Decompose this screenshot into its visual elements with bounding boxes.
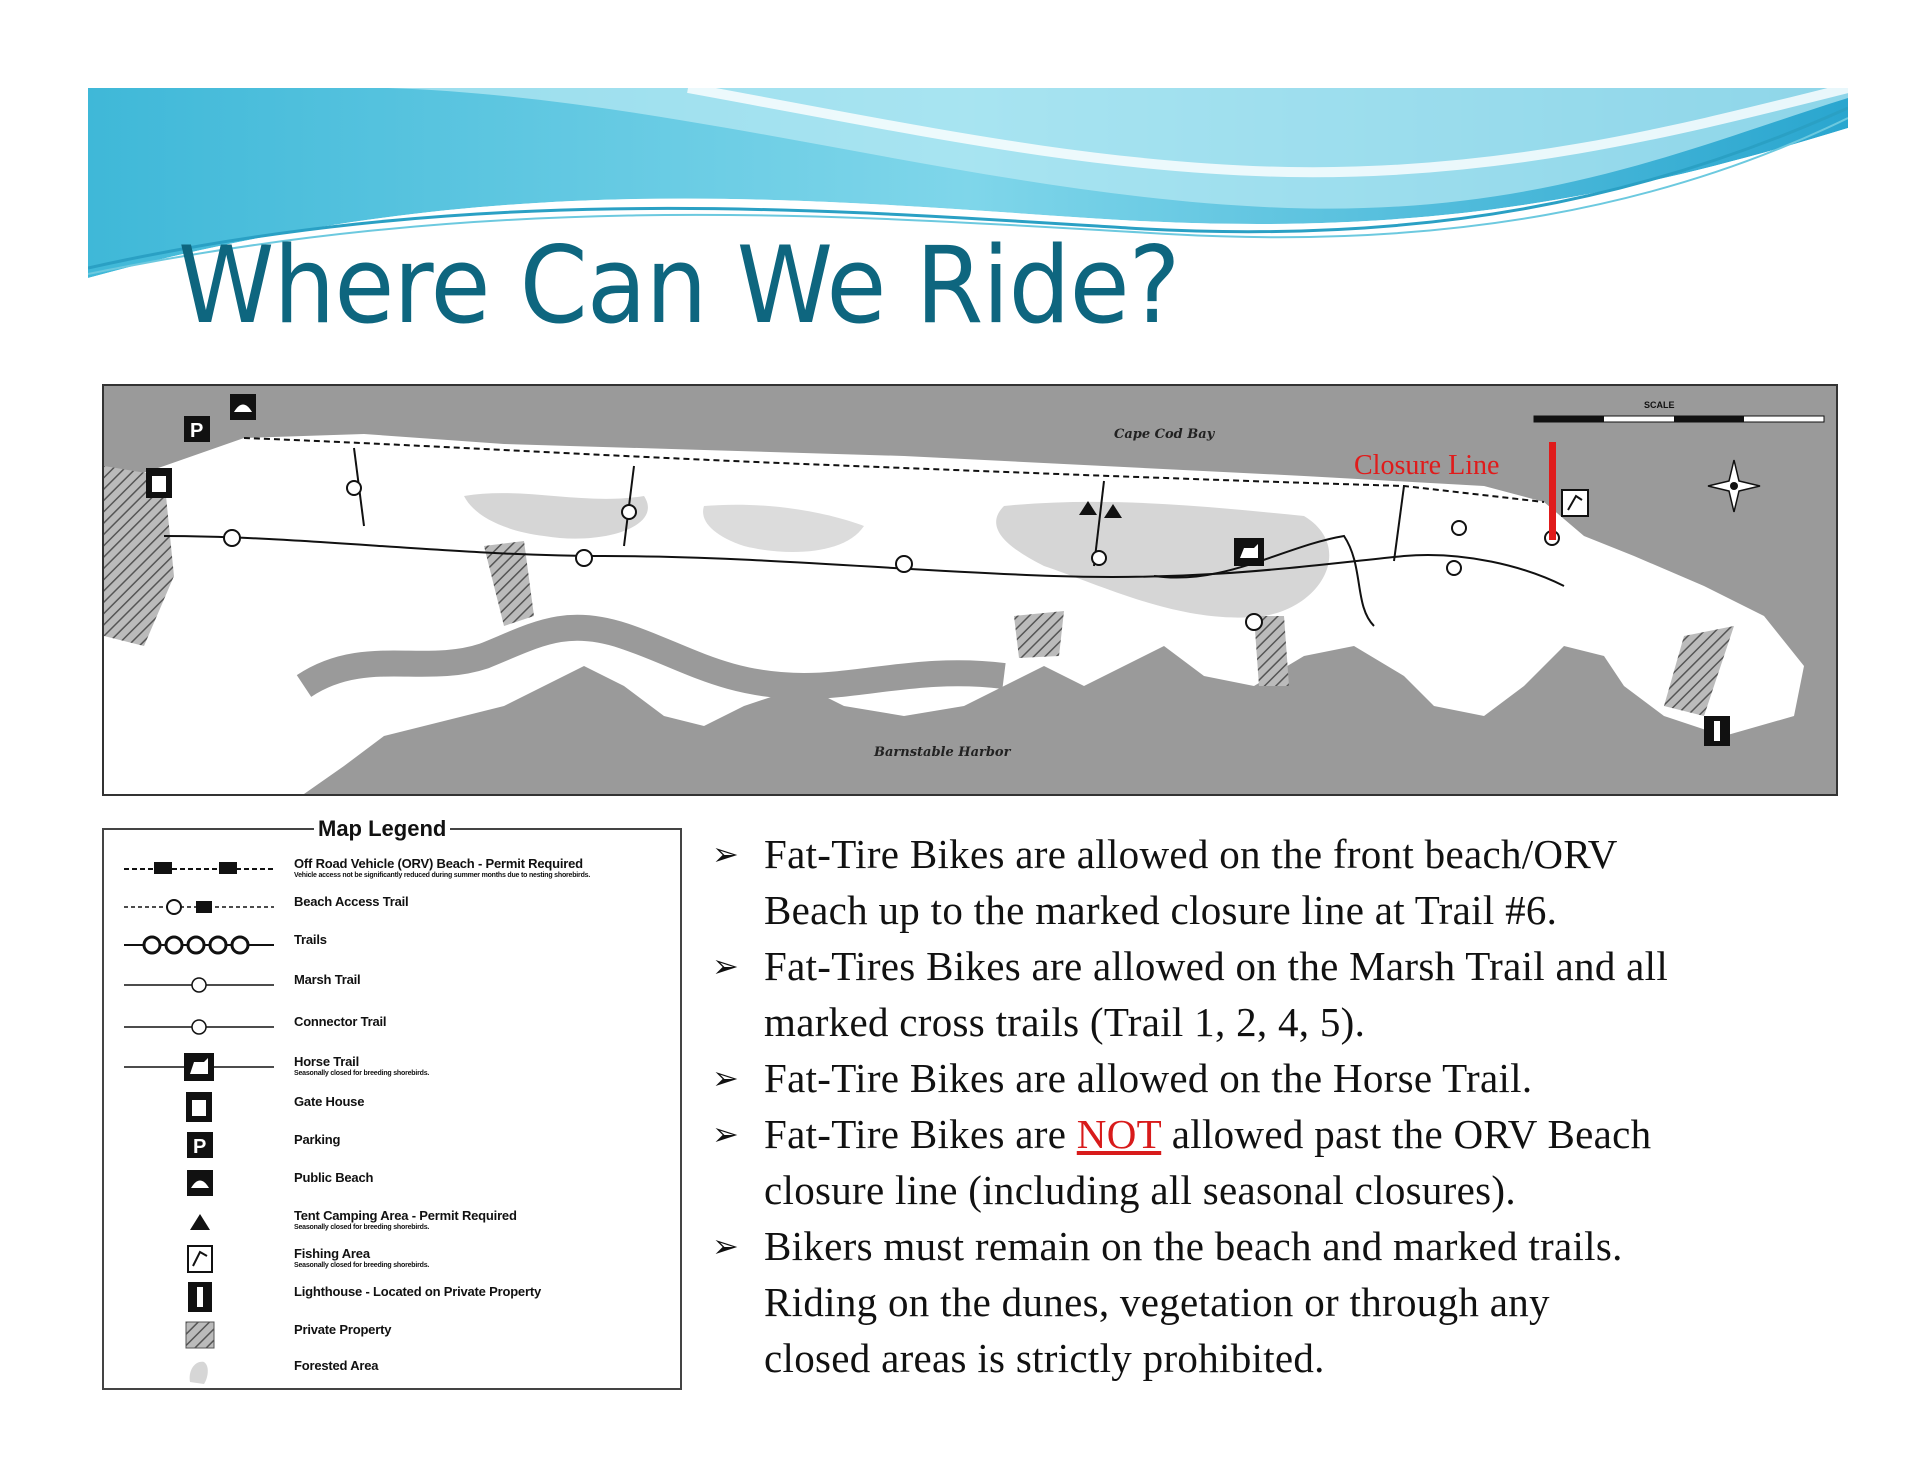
legend-item-fishing — [104, 1240, 680, 1278]
horse-icon — [124, 1048, 274, 1086]
orv-icon — [124, 850, 274, 888]
lighthouse-icon — [1704, 716, 1730, 746]
svg-text:P: P — [193, 1136, 207, 1158]
rule-text: Fat-Tire Bikes are — [764, 1111, 1077, 1157]
legend-label: Marsh Trail — [294, 972, 361, 987]
legend-item-horse — [104, 1048, 680, 1086]
legend-label: Private Property — [294, 1322, 392, 1337]
parking-icon — [184, 416, 210, 442]
private-property-area — [1014, 611, 1064, 658]
legend-label: Lighthouse - Located on Private Property — [294, 1284, 541, 1299]
legend-label: Beach Access Trail — [294, 894, 409, 909]
marsh-trail-icon — [124, 966, 274, 1004]
svg-text:P: P — [190, 420, 204, 442]
lighthouse-icon — [124, 1278, 274, 1316]
legend-sublabel: Seasonally closed for breeding shorebirds. — [294, 1262, 430, 1269]
legend-item-forested — [104, 1352, 680, 1390]
legend-sublabel: Seasonally closed for breeding shorebirds. — [294, 1224, 430, 1231]
legend-item-lighthouse — [104, 1278, 680, 1316]
connector-trail-icon — [124, 1008, 274, 1046]
rule-text: marked cross trails (Trail 1, 2, 4, 5). — [764, 999, 1366, 1045]
legend-label: Gate House — [294, 1094, 365, 1109]
slide-title: Where Can We Ride? — [178, 224, 1180, 347]
gate-house-icon — [146, 468, 172, 498]
park-map — [102, 384, 1838, 796]
legend-label: Connector Trail — [294, 1014, 387, 1029]
legend-item-orv — [104, 850, 680, 888]
arrow-bullet-icon: ➢ — [712, 1228, 740, 1264]
closure-line-marker — [1549, 442, 1556, 540]
legend-label: Public Beach — [294, 1170, 374, 1185]
legend-label: Horse Trail — [294, 1054, 359, 1069]
trail-marker — [1447, 561, 1461, 575]
legend-item-trails — [104, 926, 680, 964]
arrow-bullet-icon: ➢ — [712, 1116, 740, 1152]
forested-area-icon — [124, 1352, 274, 1390]
fishing-icon — [124, 1240, 274, 1278]
beach-access-trail-icon — [124, 888, 274, 926]
legend-label: Off Road Vehicle (ORV) Beach - Permit Required — [294, 856, 583, 871]
legend-sublabel: Vehicle access not be significantly reduced during summer months due to nesting shorebirds. — [294, 872, 591, 879]
trail-marker — [622, 505, 636, 519]
rule-text: Fat-Tire Bikes are allowed on the Horse Trail. — [764, 1055, 1533, 1101]
legend-item-gate-house — [104, 1088, 680, 1126]
legend-label: Fishing Area — [294, 1246, 370, 1261]
rule-item — [708, 1106, 1838, 1218]
parking-icon — [124, 1126, 274, 1164]
rule-text: Fat-Tire Bikes are allowed on the front beach/ORV — [764, 831, 1618, 877]
tent-icon — [124, 1202, 274, 1240]
harbor-label: Barnstable Harbor — [874, 745, 1011, 760]
fishing-icon — [1562, 490, 1588, 516]
rule-item — [708, 938, 1838, 1050]
arrow-bullet-icon: ➢ — [712, 948, 740, 984]
legend-item-tent — [104, 1202, 680, 1240]
legend-item-public-beach — [104, 1164, 680, 1202]
trail-marker — [347, 481, 361, 495]
closure-line-label: Closure Line — [1354, 450, 1500, 481]
legend-item-marsh — [104, 966, 680, 1004]
rule-text: Beach up to the marked closure line at Trail #6. — [764, 887, 1558, 933]
arrow-bullet-icon: ➢ — [712, 1060, 740, 1096]
legend-item-connector — [104, 1008, 680, 1046]
map-legend — [102, 816, 682, 1390]
legend-label: Forested Area — [294, 1358, 379, 1373]
public-beach-icon — [124, 1164, 274, 1202]
trails-icon — [124, 926, 274, 964]
rules-list — [708, 826, 1838, 1386]
trail-marker — [576, 550, 592, 566]
arrow-bullet-icon: ➢ — [712, 836, 740, 872]
not-emphasis: NOT — [1076, 1111, 1162, 1157]
trail-marker — [1452, 521, 1466, 535]
trail-marker — [1246, 614, 1262, 630]
trail-marker — [896, 556, 912, 572]
legend-sublabel: Seasonally closed for breeding shorebirds. — [294, 1070, 430, 1077]
legend-title: Map Legend — [314, 816, 450, 842]
legend-label: Trails — [294, 932, 327, 947]
trail-marker — [224, 530, 240, 546]
rule-item — [708, 826, 1838, 938]
legend-item-private-property — [104, 1316, 680, 1354]
gate-house-icon — [124, 1088, 274, 1126]
legend-item-parking — [104, 1126, 680, 1164]
trail-marker — [1092, 551, 1106, 565]
bay-label: Cape Cod Bay — [1114, 427, 1215, 442]
rule-item — [708, 1050, 1838, 1106]
legend-label: Tent Camping Area - Permit Required — [294, 1208, 517, 1223]
rule-text: Riding on the dunes, vegetation or through any — [764, 1279, 1550, 1325]
horse-icon — [1234, 538, 1264, 566]
rule-text: closed areas is strictly prohibited. — [764, 1335, 1325, 1381]
rule-text: allowed past the ORV Beach — [1161, 1111, 1652, 1157]
public-beach-icon — [230, 394, 256, 420]
rule-text: Bikers must remain on the beach and marked trails. — [764, 1223, 1623, 1269]
private-property-icon — [124, 1316, 274, 1354]
scale-label: SCALE — [1644, 400, 1675, 410]
rule-text: Fat-Tires Bikes are allowed on the Marsh Trail and all — [764, 943, 1669, 989]
legend-label: Parking — [294, 1132, 341, 1147]
rule-text: closure line (including all seasonal closures). — [764, 1167, 1516, 1213]
rule-item — [708, 1218, 1838, 1386]
legend-item-beach-access — [104, 888, 680, 926]
